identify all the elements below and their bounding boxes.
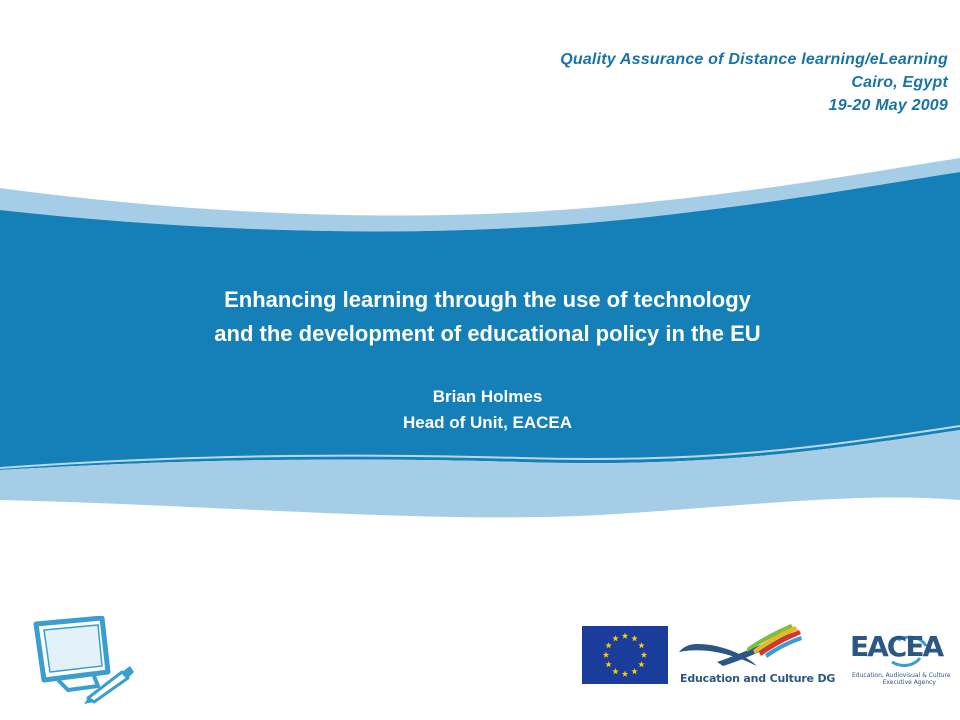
event-title: Quality Assurance of Distance learning/eLearning — [560, 51, 948, 68]
presentation-title — [0, 283, 960, 351]
dg-caption: Education and Culture DG — [680, 672, 836, 685]
eacea-wordmark: EACEA — [850, 630, 943, 663]
author-role: Head of Unit, EACEA — [402, 413, 573, 432]
event-info — [560, 48, 948, 117]
eacea-subtitle-line-1: Education, Audiovisual & Culture — [852, 672, 951, 679]
title-line-1: Enhancing learning through the use of technology — [224, 287, 751, 312]
eu-flag-icon — [582, 626, 668, 684]
author-name: Brian Holmes — [432, 387, 543, 406]
eacea-subtitle — [852, 672, 951, 686]
event-date: 19-20 May 2009 — [828, 97, 948, 114]
title-line-2: and the development of educational policy in the EU — [214, 321, 761, 346]
eacea-subtitle-line-2: Executive Agency — [882, 679, 936, 686]
author-block — [0, 384, 960, 436]
event-location: Cairo, Egypt — [851, 74, 948, 91]
computer-pen-icon — [28, 616, 138, 704]
